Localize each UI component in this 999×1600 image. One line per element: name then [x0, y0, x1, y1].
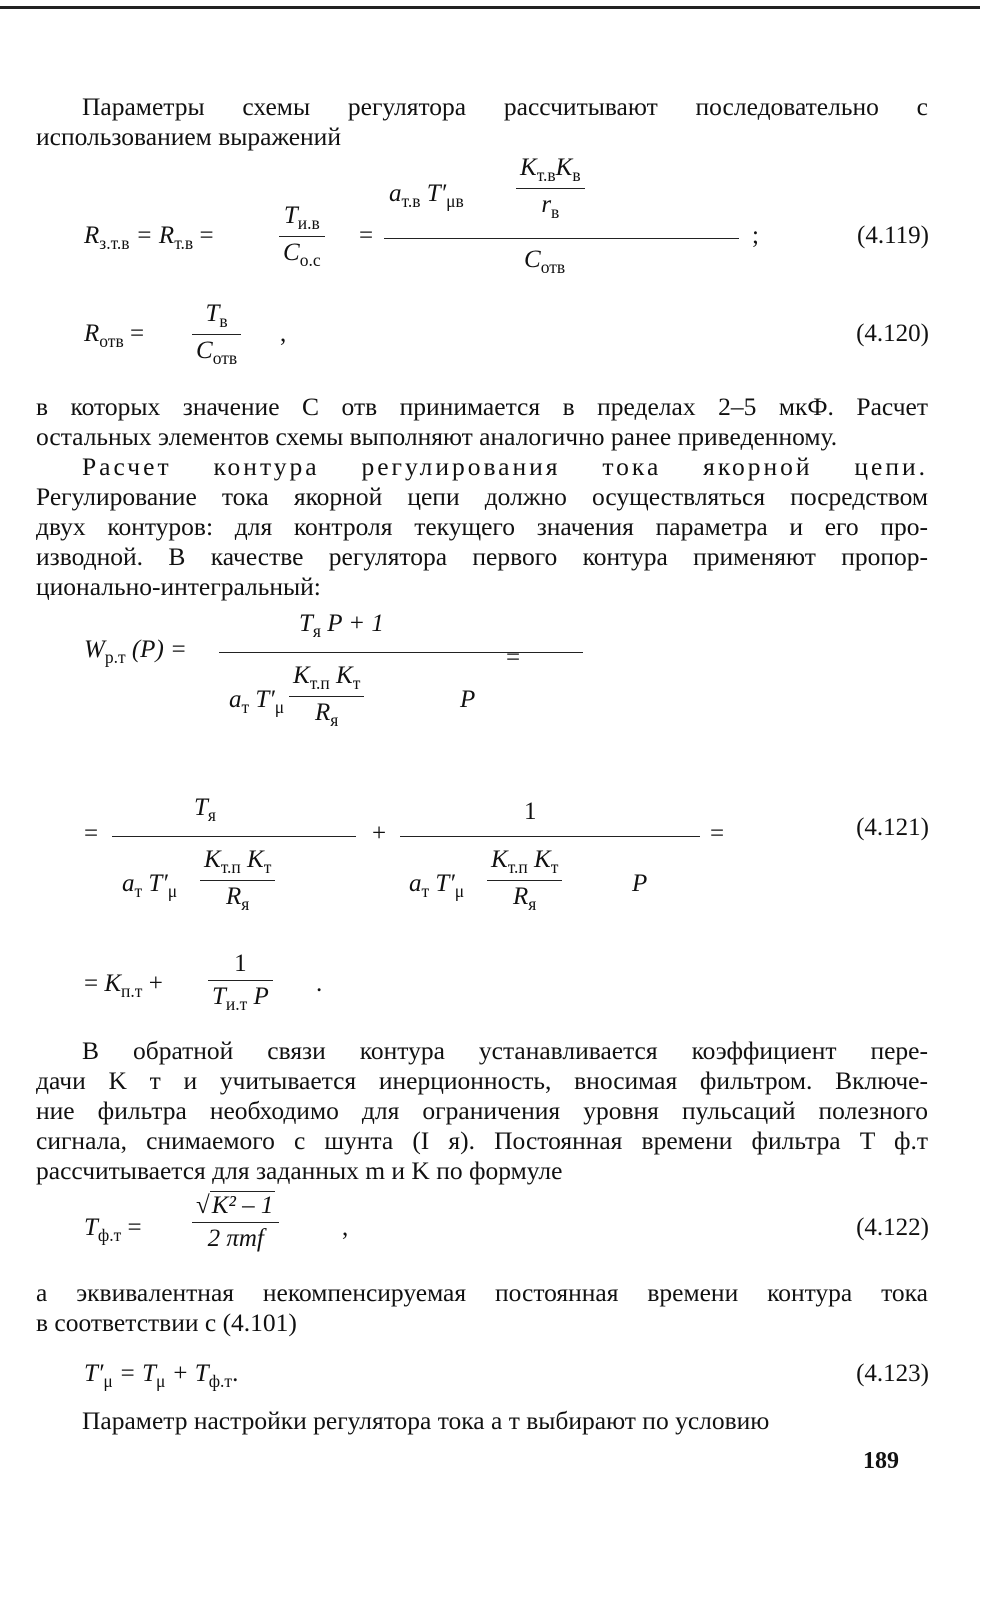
equation-4-122: $T_{ф.т}$ = √K² – 1 2 πmf ,: [84, 1192, 349, 1252]
equation-number: (4.123): [856, 1360, 929, 1387]
eq-symbol: R: [84, 320, 100, 347]
page-number: 189: [863, 1448, 899, 1474]
eq-symbol: K: [520, 154, 537, 181]
fraction: [208, 950, 273, 1015]
paragraph-equivalent: [36, 1278, 928, 1338]
eq-subscript: я: [207, 805, 216, 825]
eq-subscript: μ: [454, 881, 465, 901]
eq-subscript: ф.т: [208, 1371, 233, 1391]
eq-symbol: C: [283, 239, 300, 266]
paragraph-current-loop: [36, 452, 928, 602]
eq-symbol: C: [196, 337, 213, 364]
eq-symbol: 1: [524, 798, 537, 825]
fraction-bar: [112, 836, 356, 837]
eq-symbol: T′: [435, 870, 455, 897]
text-line: двух контуров: для контроля текущего значения параметра и его про-: [36, 512, 928, 541]
eq-symbol: K: [336, 662, 353, 689]
eq-subscript: μ: [103, 1371, 113, 1391]
eq-symbol: R: [315, 699, 331, 726]
eq-subscript: т: [421, 881, 430, 901]
eq-subscript: т.п: [507, 857, 528, 877]
eq-subscript: я: [330, 710, 339, 730]
text-line: Регулирование тока якорной цепи должно осуществляться посредством: [36, 482, 928, 511]
eq-symbol: T′: [255, 686, 275, 713]
text-line: рассчитывается для заданных m и K по формуле: [36, 1156, 563, 1185]
text-line: а эквивалентная некомпенсируемая постоянная времени контура тока: [36, 1278, 928, 1307]
paragraph-cotv: [36, 392, 928, 452]
eq-subscript: в: [219, 311, 228, 331]
text-line: в которых значение C отв принимается в пределах 2–5 мкФ. Расчет: [36, 392, 928, 421]
fraction: [516, 154, 585, 223]
fraction: [289, 662, 364, 731]
eq-symbol: 1: [234, 950, 247, 977]
eq-subscript: т: [241, 697, 250, 717]
eq-symbol: r: [541, 191, 552, 218]
eq-symbol: K: [247, 846, 264, 873]
eq-symbol: a: [229, 686, 242, 713]
eq-subscript: отв: [212, 348, 238, 368]
eq-subscript: т.п: [220, 857, 241, 877]
text-line: Параметр настройки регулятора тока a т выбирают по условию: [82, 1406, 770, 1435]
eq-symbol: P: [632, 870, 648, 897]
text-line: использованием выражений: [36, 122, 341, 151]
top-rule: [0, 6, 980, 9]
eq-symbol: a: [409, 870, 422, 897]
text-line: Параметры схемы регулятора рассчитывают последовательно с: [82, 92, 928, 121]
equation-4-123: [84, 1352, 484, 1402]
eq-subscript: т: [550, 857, 559, 877]
eq-subscript: т.в: [536, 165, 556, 185]
eq-subscript: т: [263, 857, 272, 877]
eq-subscript: т.в: [401, 191, 421, 211]
fraction: √K² – 1 2 πmf: [192, 1192, 279, 1253]
equation-4-120: $R_{отв}$ = $T_в$ $C_{отв}$ ,: [84, 300, 287, 368]
eq-subscript: т.в: [174, 233, 194, 253]
fraction-bar: [384, 238, 739, 239]
eq-symbol: T′: [148, 870, 168, 897]
eq-argument: (P) =: [131, 636, 187, 663]
eq-subscript: μ: [167, 881, 178, 901]
eq-subscript: в: [551, 202, 560, 222]
eq-symbol: T′: [84, 1360, 104, 1387]
eq-subscript: и.т: [225, 994, 248, 1014]
eq-symbol: R: [513, 883, 529, 910]
eq-subscript: отв: [540, 257, 566, 277]
fraction-bar: [400, 836, 700, 837]
equation-number: (4.122): [856, 1214, 929, 1241]
eq-symbol: K: [104, 970, 122, 997]
eq-symbol: + T: [171, 1360, 209, 1387]
eq-symbol: R: [226, 883, 242, 910]
equation-number: (4.121): [856, 814, 929, 841]
eq-symbol: K: [293, 662, 310, 689]
text-line: В обратной связи контура устанавливается коэффициент пере-: [82, 1036, 928, 1065]
text-line: ние фильтра необходимо для ограничения уровня пульсаций полезного: [36, 1096, 928, 1125]
eq-symbol: K: [491, 846, 508, 873]
eq-subscript: μ: [274, 697, 285, 717]
eq-symbol: = T: [119, 1360, 157, 1387]
fraction: [279, 202, 325, 271]
eq-subscript: отв: [99, 331, 124, 351]
eq-symbol: K² – 1: [211, 1192, 274, 1219]
fraction-bar: [219, 652, 583, 653]
eq-symbol: K: [204, 846, 221, 873]
eq-symbol: a: [122, 870, 135, 897]
text-line: остальных элементов схемы выполняют аналогично ранее приведенному.: [36, 422, 838, 451]
eq-symbol: a: [389, 180, 402, 207]
equation-number: (4.119): [857, 222, 929, 249]
eq-subscript: ф.т: [97, 1225, 122, 1245]
eq-symbol: R: [84, 222, 100, 249]
eq-symbol: T: [194, 794, 208, 821]
equation-4-119: $R_{з.т.в} = R_{т.в}$ = $T_{и.в}$ $C_{о.с}$ = $a_{т.в}$ $T'_{\mu в}$ $K_{т.в}K_в$ $r_в$ $C_{отв}$ ;: [84, 154, 759, 277]
eq-subscript: р.т: [104, 647, 126, 667]
eq-subscript: я: [528, 894, 537, 914]
eq-subscript: μ: [156, 1371, 166, 1391]
eq-subscript: т: [134, 881, 143, 901]
eq-symbol: T: [299, 610, 313, 637]
eq-symbol: W: [84, 636, 105, 663]
eq-symbol: P + 1: [327, 610, 384, 637]
eq-symbol: T′: [426, 180, 447, 207]
eq-subscript: о.с: [299, 250, 321, 270]
eq-symbol: = R: [135, 222, 175, 249]
eq-symbol: K: [555, 154, 573, 181]
section-heading: Расчет контура регулирования тока якорной цепи.: [82, 452, 928, 481]
eq-subscript: μв: [446, 191, 464, 211]
eq-symbol: P: [253, 983, 269, 1010]
eq-symbol: K: [534, 846, 551, 873]
eq-symbol: P: [460, 686, 476, 713]
text-line: изводной. В качестве регулятора первого контура применяют пропор-: [36, 542, 928, 571]
text-line: ционально-интегральный:: [36, 572, 321, 601]
text-line: в соответствии с (4.101): [36, 1308, 297, 1337]
eq-subscript: я: [312, 621, 321, 641]
eq-symbol: T: [283, 202, 298, 229]
fraction: [200, 846, 275, 915]
eq-subscript: я: [241, 894, 250, 914]
fraction: [487, 846, 562, 915]
eq-subscript: в: [572, 165, 581, 185]
paragraph-tuning: [36, 1406, 928, 1436]
eq-subscript: п.т: [121, 981, 143, 1001]
eq-subscript: т.п: [309, 673, 330, 693]
eq-symbol: T: [84, 1214, 98, 1241]
eq-symbol: T: [212, 983, 226, 1010]
text-line: дачи K т и учитывается инерционность, вносимая фильтром. Включе-: [36, 1066, 928, 1095]
eq-subscript: т: [352, 673, 361, 693]
eq-subscript: з.т.в: [99, 233, 130, 253]
eq-symbol: .: [232, 1360, 239, 1387]
equation-4-121-part-2: = $T_я$ $a_т$ $T'_\mu$ $K_{т.п}$ $K_т$ $R_я$ + 1 = $a_т$ $T'_\mu$ $K_{т.п}$ $K_т$ $R_я$ P: [84, 794, 725, 914]
equation-4-121-part-3: = $K_{п.т}$ + 1 $T_{и.т}$ P .: [84, 950, 323, 1014]
equation-4-121-part-1: $W_{р.т}$ (P) = $T_я$ P + 1 = $a_т$ $T'_\mu$ $K_{т.п}$ $K_т$ $R_я$ P: [84, 606, 564, 746]
eq-symbol: T: [205, 300, 220, 327]
paragraph-feedback: [36, 1036, 928, 1186]
text-line: сигнала, снимаемого с шунта (I я). Постоянная времени фильтра T ф.т: [36, 1126, 928, 1155]
eq-symbol: C: [524, 246, 541, 273]
eq-symbol: 2 πmf: [207, 1225, 264, 1252]
eq-subscript: и.в: [297, 213, 320, 233]
paragraph-intro: [36, 92, 928, 152]
equation-number: (4.120): [856, 320, 929, 347]
fraction: [192, 300, 241, 369]
